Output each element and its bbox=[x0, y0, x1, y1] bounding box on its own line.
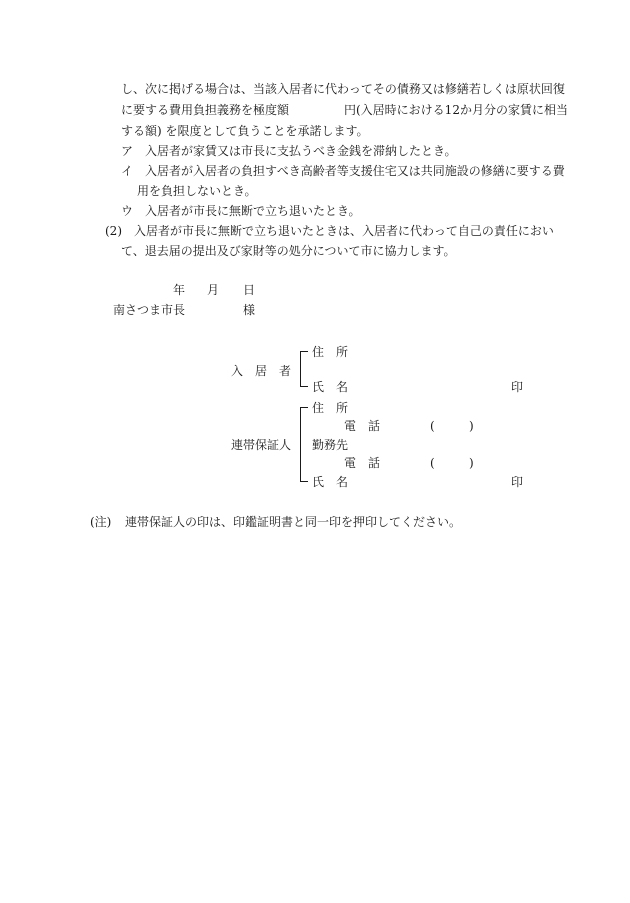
guarantor-paren-open-2: ( bbox=[430, 456, 435, 470]
item-u: ウ 入居者が市長に無断で立ち退いたとき。 bbox=[121, 204, 361, 218]
resident-bracket bbox=[300, 351, 301, 386]
guarantor-paren-close-1: ) bbox=[469, 419, 474, 433]
note-text: 連帯保証人の印は、印鑑証明書と同一印を押印してください。 bbox=[125, 515, 462, 529]
guarantor-name-label: 氏 名 bbox=[312, 475, 349, 489]
guarantor-paren-close-2: ) bbox=[469, 456, 474, 470]
guarantor-phone-label-2: 電 話 bbox=[344, 456, 381, 470]
resident-bracket-bottom bbox=[300, 386, 308, 387]
resident-label: 入 居 者 bbox=[231, 364, 292, 378]
resident-name-label: 氏 名 bbox=[312, 380, 349, 394]
item-i-line-2: 用を負担しないとき。 bbox=[137, 184, 257, 198]
body-line-2a: に要する費用負担義務を極度額 bbox=[121, 103, 290, 117]
guarantor-paren-open-1: ( bbox=[430, 419, 435, 433]
body-line-2b: 円(入居時における12か月分の家賃に相当 bbox=[344, 103, 568, 117]
guarantor-bracket bbox=[300, 407, 301, 481]
resident-seal: 印 bbox=[511, 380, 524, 394]
item-a: ア 入居者が家賃又は市長に支払うべき金銭を滞納したとき。 bbox=[121, 144, 457, 158]
guarantor-phone-label-1: 電 話 bbox=[344, 419, 381, 433]
addressee-name: 南さつま市長 bbox=[113, 303, 186, 317]
date-month: 月 bbox=[207, 283, 220, 297]
resident-address-label: 住 所 bbox=[312, 345, 349, 359]
note-label: (注) bbox=[90, 515, 112, 529]
guarantor-seal: 印 bbox=[511, 475, 524, 489]
body-line-1: し、次に掲げる場合は、当該入居者に代わってその債務又は修繕若しくは原状回復 bbox=[121, 82, 565, 96]
guarantor-address-label: 住 所 bbox=[312, 401, 349, 415]
item-i-line-1: イ 入居者が入居者の負担すべき高齢者等支援住宅又は共同施設の修繕に要する費 bbox=[121, 164, 565, 178]
body-line-3: する額) を限度として負うことを承諾します。 bbox=[121, 124, 369, 138]
addressee-honorific: 様 bbox=[243, 303, 256, 317]
item-2-line-2: て、退去届の提出及び家財等の処分について市に協力します。 bbox=[121, 244, 456, 258]
guarantor-workplace-label: 勤務先 bbox=[312, 438, 349, 452]
date-day: 日 bbox=[243, 283, 256, 297]
resident-bracket-top bbox=[300, 351, 308, 352]
guarantor-bracket-top bbox=[300, 407, 308, 408]
date-year: 年 bbox=[173, 283, 186, 297]
item-2-line-1: (2) 入居者が市長に無断で立ち退いたときは、入居者に代わって自己の責任におい bbox=[105, 224, 554, 238]
guarantor-label: 連帯保証人 bbox=[231, 438, 292, 452]
guarantor-bracket-bottom bbox=[300, 481, 308, 482]
